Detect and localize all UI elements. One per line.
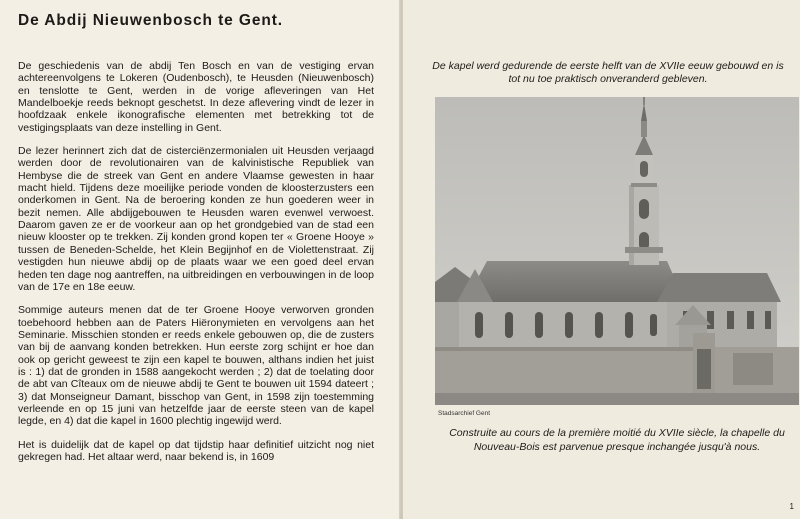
paragraph: Het is duidelijk dat de kapel op dat tijdstip haar definitief uitzicht nog niet gekregen had. Het altaar werd, naar bekend is, in 1609: [18, 438, 374, 463]
paragraph: De lezer herinnert zich dat de cisterciënzermonialen uit Heusden verjaagd werden door de revolutionairen van de kalvinistische Republiek van Hembyse die de streek van Gent en andere Vlaamse gewesten in haar macht hield. Tijdens deze moeilijke periode vonden de kloosterzusters een onderkomen in Gent. Na de beroering konden ze hun goederen weer in bezit nemen. Alle abdijgebouwen te Heusden waren evenwel verwoest. Daarom gaven ze er de voorkeur aan op het grondgebied van de stad een nieuw klooster op te trekken. Zij konden grond kopen ter « Groene Hooye » tussen de Beneden-Schelde, het Klein Begijnhof en de Violettenstraat. Zij vestigden hun nieuwe abdij op de plaats waar we een goed deel ervan heden ten dage nog aantreffen, na uitbreidingen en verbouwingen in de loop van de 17e en 18e eeuw.: [18, 145, 374, 293]
caption-dutch: De kapel werd gedurende de eerste helft van de XVIIe eeuw gebouwd en is tot nu toe praktisch onveranderd gebleven.: [432, 60, 784, 85]
article-title: De Abdij Nieuwenbosch te Gent.: [18, 12, 283, 29]
chapel-photo: [435, 97, 799, 405]
caption-french: Construite au cours de la première moitié du XVIIe siècle, la chapelle du Nouveau-Bois est parvenue presque inchangée jusqu'à nous.: [449, 427, 785, 453]
chapel-illustration: [435, 97, 799, 405]
paragraph: De geschiedenis van de abdij Ten Bosch en van de vestiging ervan achtereenvolgens te Lokeren (Oudenbosch), te Heusden (Nieuwenbosch) en tenslotte te Gent, werden in de vorige afleveringen van Het Mandelboekje reeds beknopt geschetst. In deze aflevering vindt de lezer in hoofdzaak enkele ikonografische elementen met betrekking tot de vestigingsplaats van deze instelling in Gent.: [18, 60, 374, 134]
page-number: 1: [789, 502, 794, 511]
photo-credit: Stadsarchief Gent: [438, 410, 491, 417]
paragraph: Sommige auteurs menen dat de ter Groene Hooye verworven gronden toebehoord hebben aan de Paters Hiëronymieten en vervolgens aan het Seminarie. Misschien stonden er reeds enkele gebouwen op, die de zusters van bij de aanvang konden betrekken. Hun eerste zorg schijnt er hoe dan ook op gericht geweest te zijn een kapel te bouwen, althans indien het juist is : 1) dat de gronden in 1588 aangekocht werden ; 2) dat de toelating door de abt van Cîteaux om de nieuwe abdij te Gent te bouwen uit 1594 dateert ; 3) dat Monseigneur Damant, bisschop van Gent, in 1598 zijn toestemming verleende en op 15 juni van hetzelfde jaar de eerste steen van de kapel legde, en 4) dat die kapel in 1600 plechtig ingewijd werd.: [18, 304, 374, 428]
article-body: [18, 60, 374, 463]
